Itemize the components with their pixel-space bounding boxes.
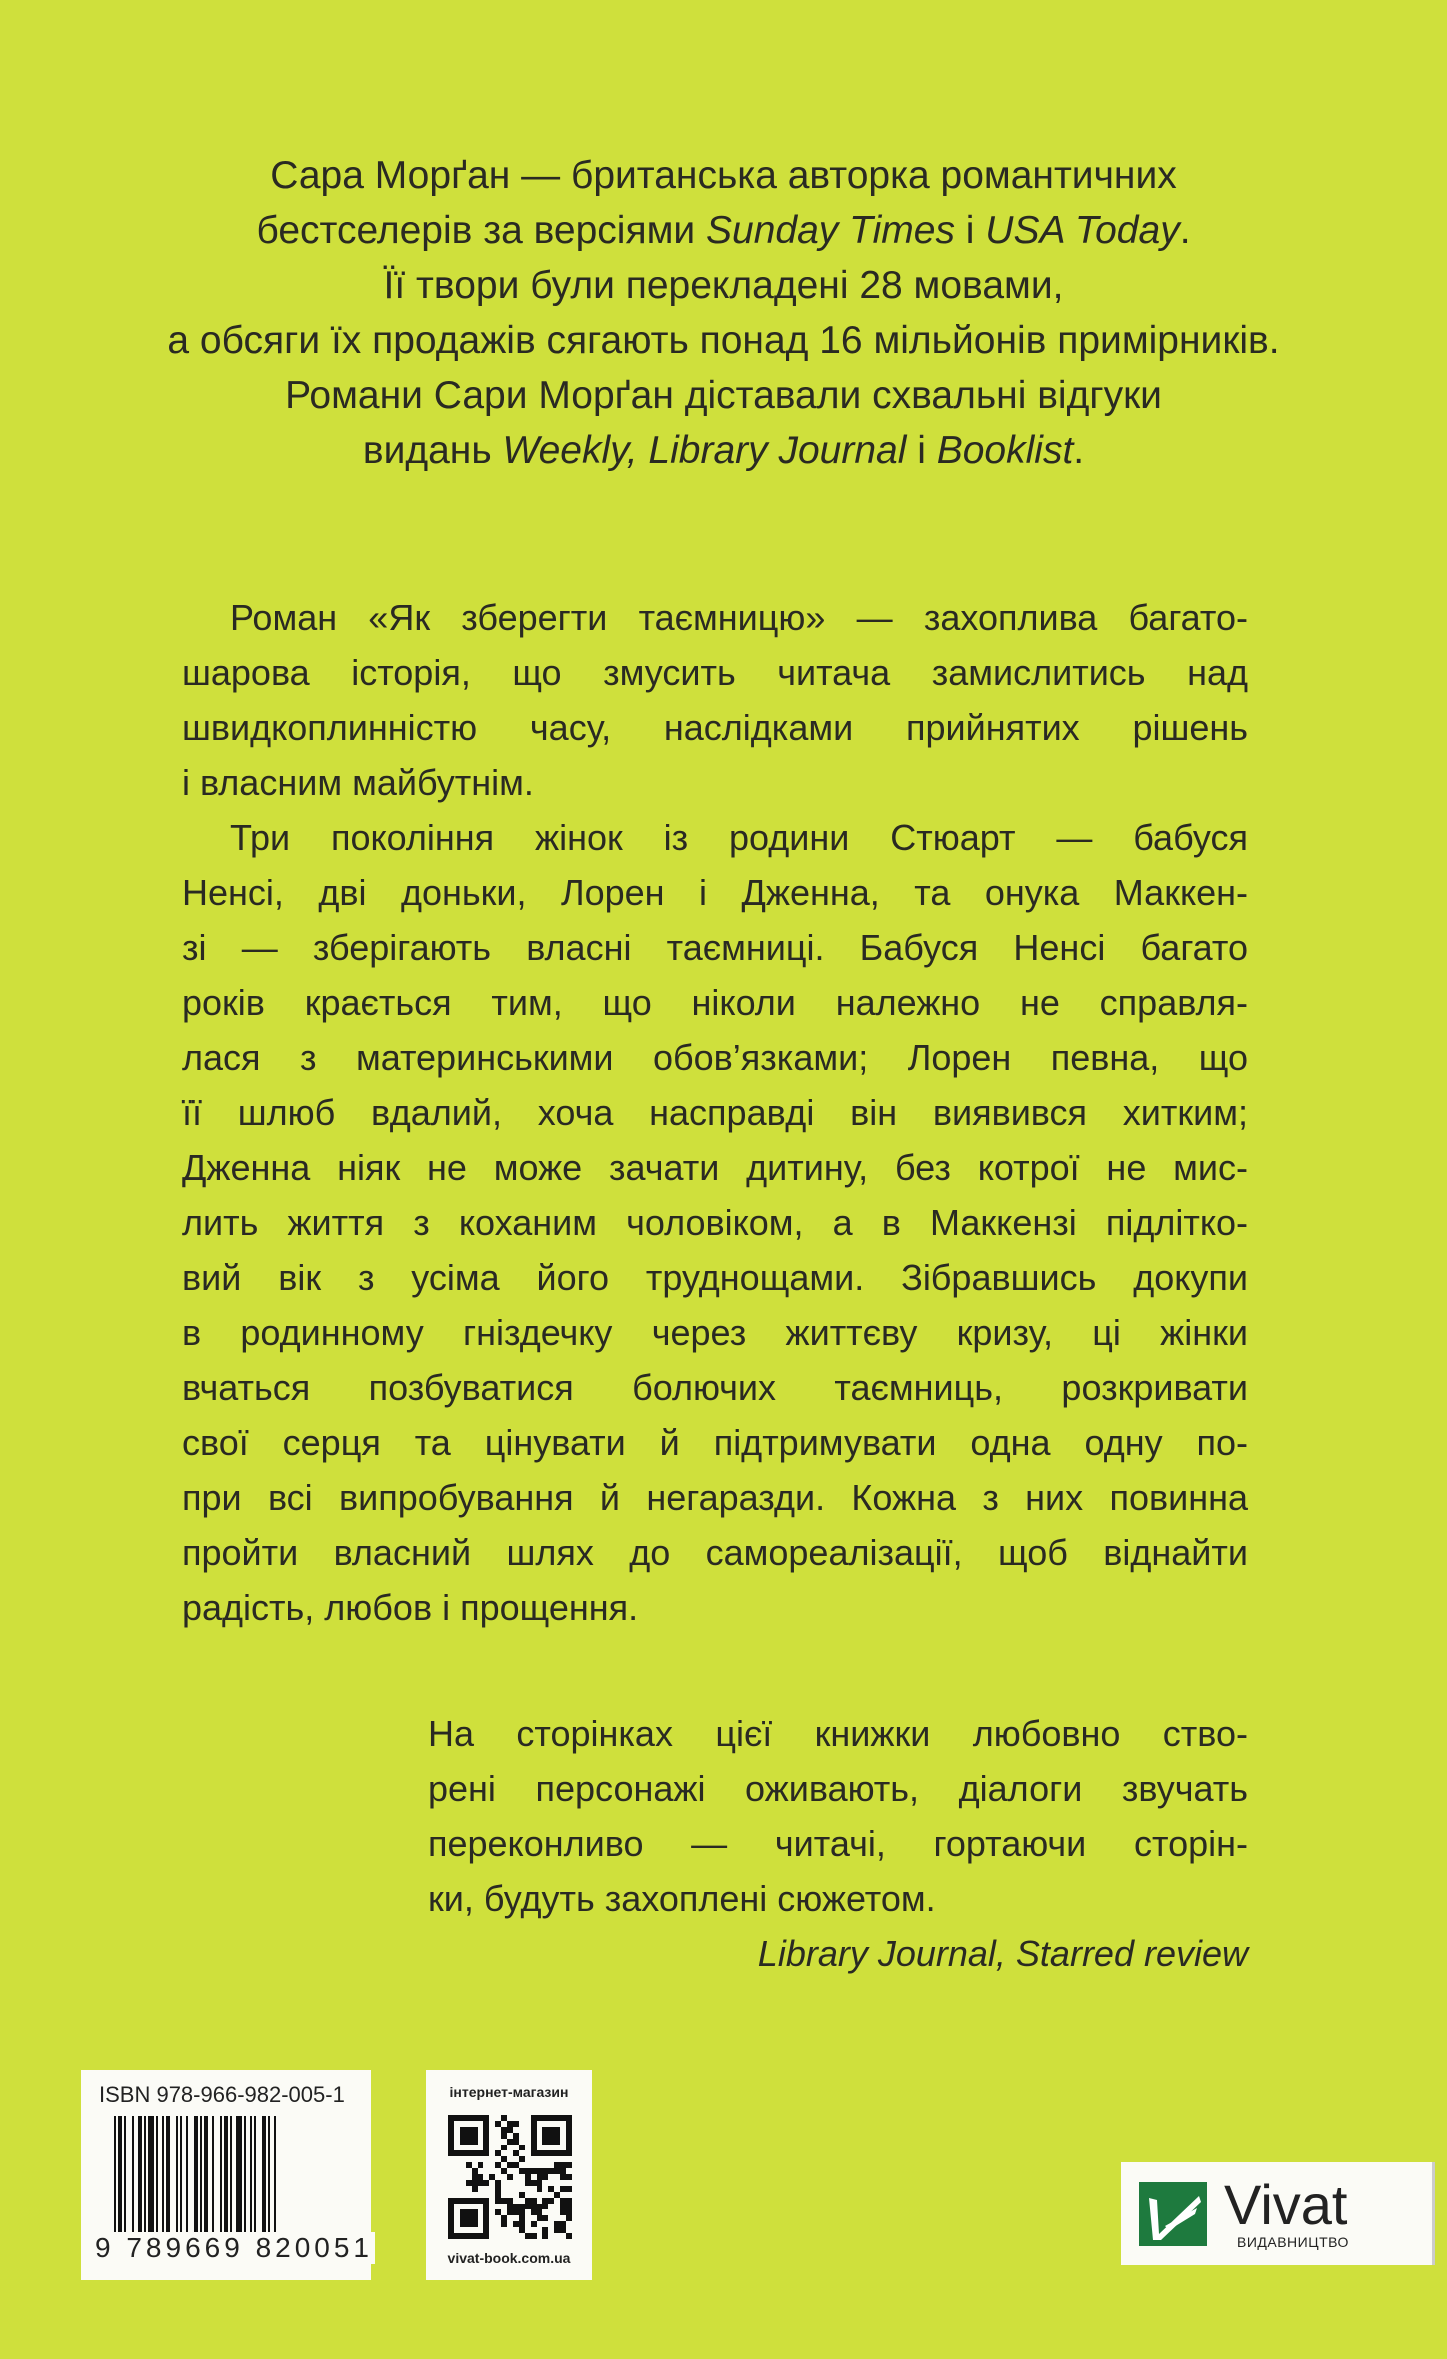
isbn-barcode [81,2070,371,2280]
publisher-subtitle: ВИДАВНИЦТВО [1237,2234,1349,2250]
barcode-digits: 9 789669 820051 [95,2232,373,2263]
text-line: Роман «Як зберегти таємницю» — захоплива багато- [230,597,1248,638]
text-line: пройти власний шлях до самореалізації, щоб віднайти [182,1532,1248,1573]
text-line: при всі випробування й негаразди. Кожна з них повинна [182,1477,1248,1518]
bio-text: і [954,209,986,252]
qr-code-box [426,2070,592,2280]
isbn-number: ISBN 978-966-982-005-1 [99,2082,345,2107]
review-quote [428,1706,1248,1981]
publisher-logo [1121,2162,1435,2265]
text-line: свої серця та цінувати й підтримувати одна одну по- [182,1422,1248,1463]
text-line: радість, любов і прощення. [182,1587,639,1628]
description-paragraph-2 [182,810,1248,1635]
bio-line [0,423,1447,478]
bio-line: Романи Сари Морґан діставали схвальні відгуки [285,374,1162,417]
bio-italic: Weekly, Library Journal [502,429,907,472]
vivat-logo-icon [1139,2182,1207,2246]
bio-text: . [1179,209,1191,252]
bio-text: . [1073,429,1085,472]
text-line: зі — зберігають власні таємниці. Бабуся Ненсі багато [182,927,1248,968]
bio-text: і [906,429,937,472]
text-line: років крається тим, що ніколи належно не справля- [182,982,1248,1023]
text-line: шарова історія, що змусить читача замислитись над [182,652,1248,693]
text-line: лить життя з коханим чоловіком, а в Маккензі підлітко- [182,1202,1248,1243]
text-line: рені персонажі оживають, діалоги звучать [428,1768,1248,1809]
text-line: ки, будуть захоплені сюжетом. [428,1878,936,1919]
bio-italic: Sunday Times [706,209,955,252]
qr-url: vivat-book.com.ua [447,2250,571,2266]
text-line: вий вік з усіма його труднощами. Зібравшись докупи [182,1257,1248,1298]
bio-italic: Booklist [936,429,1074,472]
bio-line: а обсяги їх продажів сягають понад 16 мільйонів примірників. [167,319,1280,362]
bio-text: видань [362,429,503,472]
text-line: Три покоління жінок із родини Стюарт — бабуся [230,817,1248,858]
text-line: лася з материнськими обов’язками; Лорен певна, що [182,1037,1248,1078]
text-line: На сторінках цієї книжки любовно ство- [428,1713,1248,1754]
text-line: вчаться позбуватися болючих таємниць, розкривати [182,1367,1248,1408]
text-line: швидкоплинністю часу, наслідками прийнятих рішень [182,707,1248,748]
bio-line: Сара Морґан — британська авторка романтичних [270,154,1177,197]
text-line: Ненсі, дві доньки, Лорен і Дженна, та онука Маккен- [182,872,1248,913]
publisher-name: Vivat [1224,2173,1348,2236]
author-bio [0,148,1447,478]
bio-text: бестселерів за версіями [256,209,707,252]
text-line: переконливо — читачі, гортаючи сторін- [428,1823,1248,1864]
bio-line: Її твори були перекладені 28 мовами, [383,264,1064,307]
text-line: її шлюб вдалий, хоча насправді він виявився хитким; [182,1092,1248,1133]
text-line: і власним майбутнім. [182,762,534,803]
qr-label: інтернет-магазин [449,2084,569,2100]
qr-code [448,2115,572,2239]
bio-italic: USA Today [985,209,1180,252]
description-paragraph-1 [182,590,1248,810]
text-line: в родинному гніздечку через життєву кризу, ці жінки [182,1312,1248,1353]
text-line: Дженна ніяк не може зачати дитину, без котрої не мис- [182,1147,1248,1188]
qr-module [566,2233,572,2239]
bio-line [0,203,1447,258]
review-source: Library Journal, Starred review [757,1933,1248,1974]
